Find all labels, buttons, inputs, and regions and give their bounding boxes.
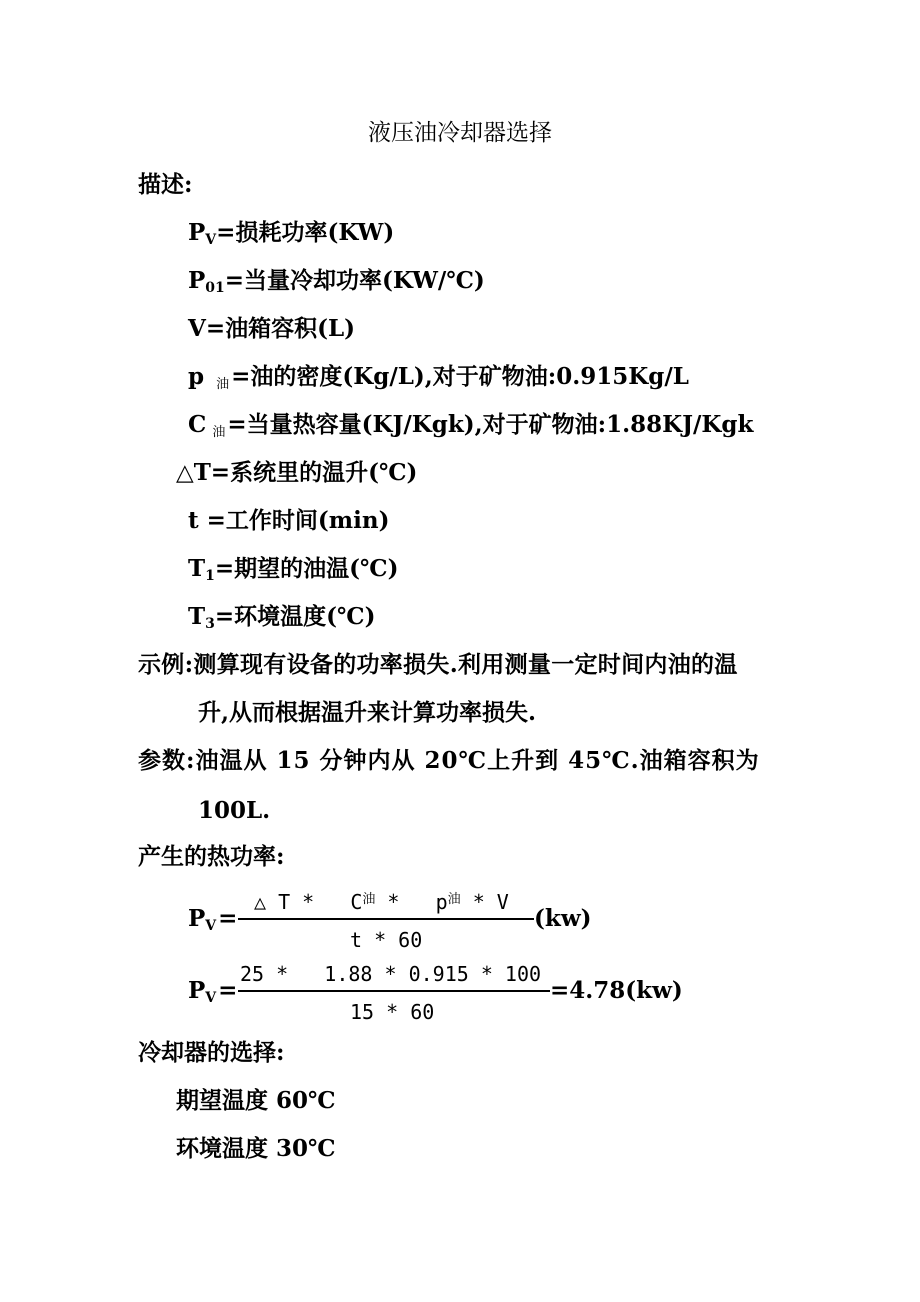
def-rho-subscript: 油 (216, 377, 230, 392)
formula2-result: =4.78(kw) (550, 977, 683, 1004)
formula1-num-part-b: * p (375, 890, 448, 914)
def-rho-text: =油的密度(Kg/L),对于矿物油:0.915Kg/L (231, 363, 689, 390)
cooler-selection-heading: 冷却器的选择: (138, 1039, 285, 1066)
def-delta-t: △T=系统里的温升(℃) (176, 459, 418, 486)
formula2-lhs (188, 976, 237, 1006)
def-c-symbol: C (188, 411, 207, 438)
def-c-text: =当量热容量(KJ/Kgk),对于矿物油:1.88KJ/Kgk (227, 411, 754, 438)
def-v: V=油箱容积(L) (188, 315, 356, 342)
formula1-num-sup-2: 油 (447, 892, 461, 907)
params-line-2: 100L. (198, 797, 271, 824)
formula1-lhs-symbol: P (188, 905, 206, 932)
def-pv-symbol: P (188, 219, 206, 246)
formula1-equals: = (218, 905, 238, 932)
def-pv (188, 218, 394, 248)
def-c-subscript: 油 (212, 425, 226, 440)
formula1-num-part-a: △ T * C (254, 890, 363, 914)
formula1-num-part-c: * V (460, 890, 509, 914)
def-rho-symbol: p (188, 363, 205, 390)
heat-power-heading: 产生的热功率: (138, 843, 285, 870)
description-heading: 描述: (138, 171, 193, 198)
formula2-numerator: 25 * 1.88 * 0.915 * 100 (240, 962, 542, 986)
example-line-2: 升,从而根据温升来计算功率损失. (198, 699, 537, 726)
def-t: t =工作时间(min) (188, 507, 390, 534)
def-t3-text: =环境温度(℃) (214, 603, 376, 630)
desired-temperature: 期望温度 60℃ (176, 1087, 336, 1114)
def-p01-subscript: 01 (205, 280, 225, 296)
def-rho (188, 362, 689, 392)
params-line-1: 参数:油温从 15 分钟内从 20℃上升到 45℃.油箱容积为 (138, 747, 760, 774)
formula2-denominator: 15 * 60 (350, 1000, 435, 1024)
formula2-fraction-bar (238, 990, 550, 992)
formula1-lhs-subscript: V (205, 918, 217, 934)
def-t3-subscript: 3 (205, 616, 215, 632)
def-p01 (188, 266, 485, 296)
ambient-temperature: 环境温度 30℃ (176, 1135, 336, 1162)
page-title: 液压油冷却器选择 (368, 120, 552, 146)
example-line-1: 示例:测算现有设备的功率损失.利用测量一定时间内油的温 (138, 651, 738, 678)
def-t3-symbol: T (188, 603, 206, 630)
formula2-lhs-symbol: P (188, 977, 206, 1004)
def-t1-symbol: T (188, 555, 206, 582)
def-pv-text: =损耗功率(KW) (216, 219, 395, 246)
formula1-lhs (188, 904, 237, 934)
formula2-lhs-subscript: V (205, 990, 217, 1006)
formula1-numerator (254, 890, 509, 914)
def-p01-text: =当量冷却功率(KW/℃) (224, 267, 485, 294)
def-t1 (188, 554, 398, 584)
def-p01-symbol: P (188, 267, 206, 294)
formula1-unit: (kw) (534, 905, 592, 932)
formula1-num-sup-1: 油 (362, 892, 376, 907)
formula2-equals: = (218, 977, 238, 1004)
def-c (188, 410, 753, 440)
def-t1-text: =期望的油温(℃) (214, 555, 399, 582)
formula1-fraction-bar (238, 918, 534, 920)
def-pv-subscript: V (205, 232, 217, 248)
def-t3 (188, 602, 375, 632)
formula1-denominator: t * 60 (350, 928, 423, 952)
def-t1-subscript: 1 (205, 568, 215, 584)
